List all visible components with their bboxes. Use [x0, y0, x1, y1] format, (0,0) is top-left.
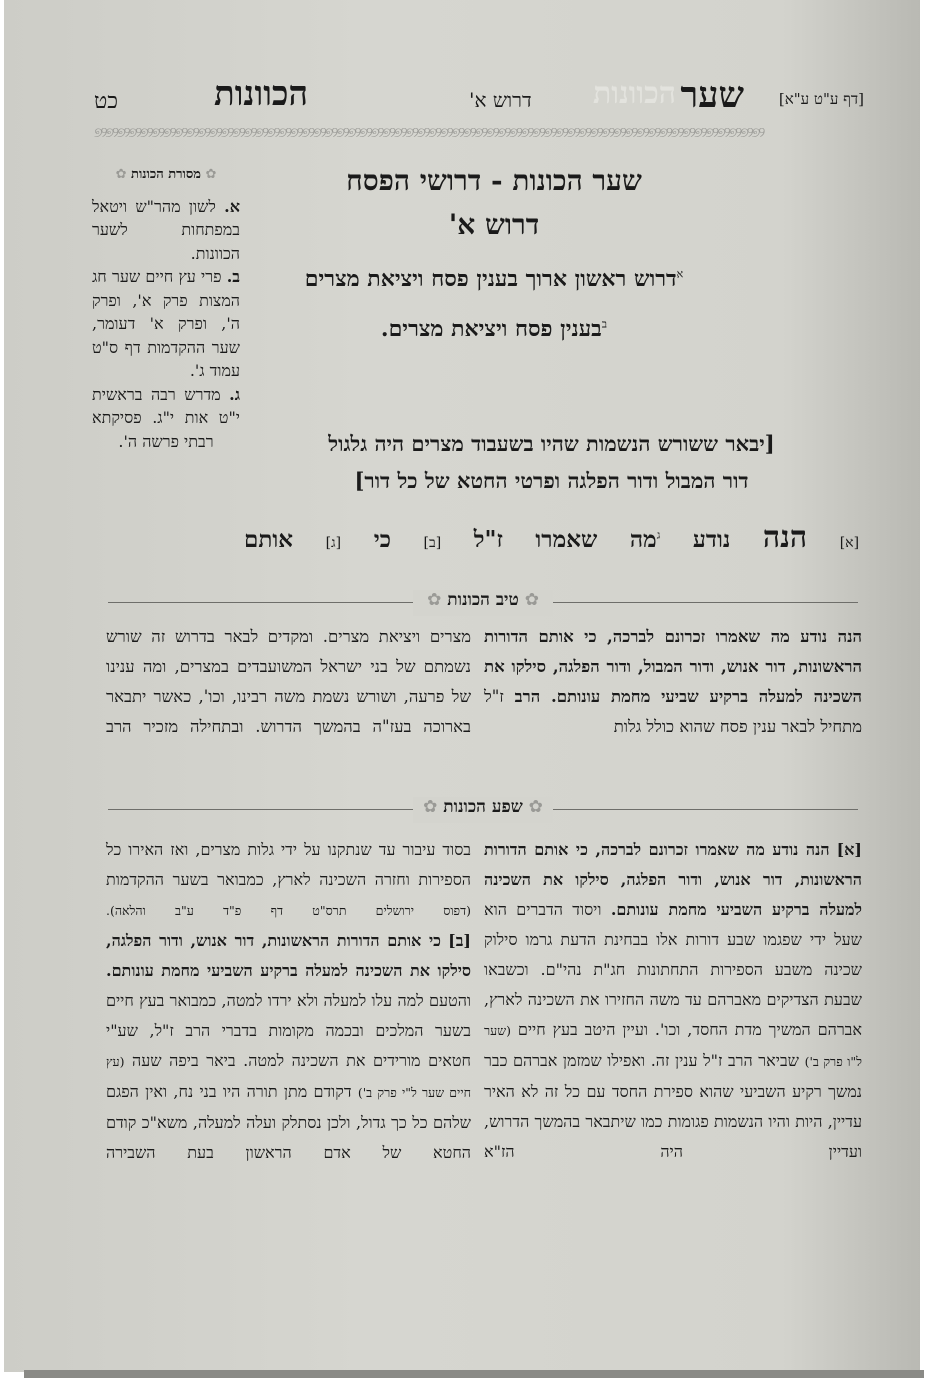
section-title-shefa: ✿ שפע הכונות ✿: [423, 797, 543, 817]
header-book-word-2: הכוונות: [214, 74, 309, 114]
drush-subject: $^ב$בענין פסח ויציאת מצרים.: [380, 316, 608, 342]
side-notes-title: ✿ מסורת הכונות ✿: [115, 167, 217, 182]
page-edge-shadow: [24, 1370, 924, 1378]
shefa-left-column: בסוד עיבור עד שנתקנו על ידי גלות מצרים, ואז האירו כל הספירות וחזרה השכינה לארץ, כמבואר בשער ההקדמות (דפוס ירושלים תרס"ט דף פ"ד ע"ב והלאה). [ב] כי אותם הדורות הראשונות, דור אנוש, ודור הפלגה, סילקו את השכינה למעלה ברקיע השביעי מחמת עונותם. והטעם למה עלו למעלה ולא ירדו למטה, כמבואר בעץ חיים בשער המלכים ובכמה מקומות בדברי הרב ז"ל, שע"י חטאים מורידים את השכינה למטה. ביאר ביפה שעה (עץ חיים שער ל"י פרק ב') דקודם מתן תורה היו בני נח, ואין הפגם שלהם כל כך גדול, ולכן נסתלק ועלה למעלה, משא"כ קודם החטא של אדם הראשון בעת השבירה: [106, 840, 472, 1162]
drush-description: $^א$דרוש ראשון ארוך בענין פסח ויציאת מצרים: [304, 266, 684, 292]
divider-shefa: [108, 797, 858, 823]
main-title-block: [244, 158, 744, 342]
side-note: א. לשון מהר"ש ויטאל במפתחות לשער הכוונות.: [92, 196, 240, 263]
section-summary: [יבאר ששורש הנשמות שהיו בשעבוד מצרים היה גלגול דור המבול ודור הפלגה ופרטי החטא של כל דור]: [328, 431, 775, 493]
flower-icon: ✿: [115, 167, 127, 182]
book-page: [4, 0, 920, 1372]
opening-line: [א] הנה נודע $^ג$מה שאמרו ז"ל [ב] כי [ג] אותם: [244, 520, 860, 555]
running-header: [94, 74, 864, 126]
bleed-through-text: הכוונות: [593, 76, 676, 111]
header-section: דרוש א': [469, 88, 532, 112]
page-number: כט: [94, 89, 119, 114]
divider-tiv: [108, 590, 858, 616]
side-notes-masoret: [92, 163, 240, 453]
tiv-left-column: מצרים ויציאת מצרים. ומקדים לבאר בדרוש זה שורש נשמתם של בני ישראל המשועבדים במצרים, ומה ענינו של פרעה, ושורש נשמת משה רבינו, וכו', כאשר יתבאר בארוכה בעז"ה בהמשך הדרוש. ובתחילה מזכיר הרב: [106, 627, 471, 736]
drush-title: דרוש א': [448, 208, 540, 241]
page-title: שער הכונות - דרושי הפסח: [346, 164, 642, 197]
shefa-right-column: [א] הנה נודע מה שאמרו זכרונם לברכה, כי אותם הדורות הראשונות, דור אנוש, ודור הפלגה, סילקו את השכינה למעלה ברקיע השביעי מחמת עונותם. ויסוד הדברים הוא שעל ידי שפגמו שבע דורות אלו בבחינת הדעת גרמו סילוק שכינה משבע הספירות התחתונות חג"ת נהי"ם. וכשבאו שבעת הצדיקים מאברהם עד משה החזירו את השכינה לארץ, אברהם המשיך מדת החסד, וכו'. ועיין היטב בעץ חיים (שער ל"ו פרק ב') שביאר הרב ז"ל ענין זה. ואפילו שמזמן אברהם כבר נמשך רקיע השביעי שהוא ספירת החסד עם כל זה לא האיר עדיין, היות והיו הנשמות פגומות כמו שיתבאר בהמשך הדרוש, ועדיין היה הז"א: [484, 840, 862, 1161]
ornament-border-icon: ୭୨୭୨୭୨୭୨୭୨୭୨୭୨୭୨୭୨୭୨୭୨୭୨୭୨୭୨୭୨୭୨୭୨୭୨୭୨୭୨୭୨୭୨୭୨୭୨୭୨୭୨୭୨୭୨୭୨୭୨୭୨୭୨୭୨୭୨୭୨୭୨୭୨୭୨୭୨୭୨୭୨୭୨୭୨୭୨୭୨୭୨୭୨୭୨୭୨୭୨୭୨୭୨୭୨୭୨୭୨୭୨୭୨୭୨: [94, 126, 764, 140]
daf-reference: [דף ע"ט ע"א]: [778, 90, 864, 108]
side-note: ב. פרי עץ חיים שער חג המצות פרק א', ופרק ה', ופרק א' דעומר, שער ההקדמות דף ס"ט עמוד ג'.: [92, 267, 240, 380]
side-note: ג. מדרש רבה בראשית י"ט אות י"ג. פסיקתא רבתי פרשה ה'.: [92, 384, 240, 451]
flower-icon: ✿: [205, 167, 217, 182]
header-book-word-1: שער: [680, 74, 744, 116]
section-title-tiv: ✿ טיב הכונות ✿: [427, 590, 539, 610]
tiv-right-column: הנה נודע מה שאמרו זכרונם לברכה, כי אותם הדורות הראשונות, דור אנוש, ודור המבול, ודור הפלגה, סילקו את השכינה למעלה ברקיע שביעי מחמת עונותם. הרב ז"ל מתחיל לבאר ענין פסח שהוא כולל גלות: [484, 627, 862, 736]
